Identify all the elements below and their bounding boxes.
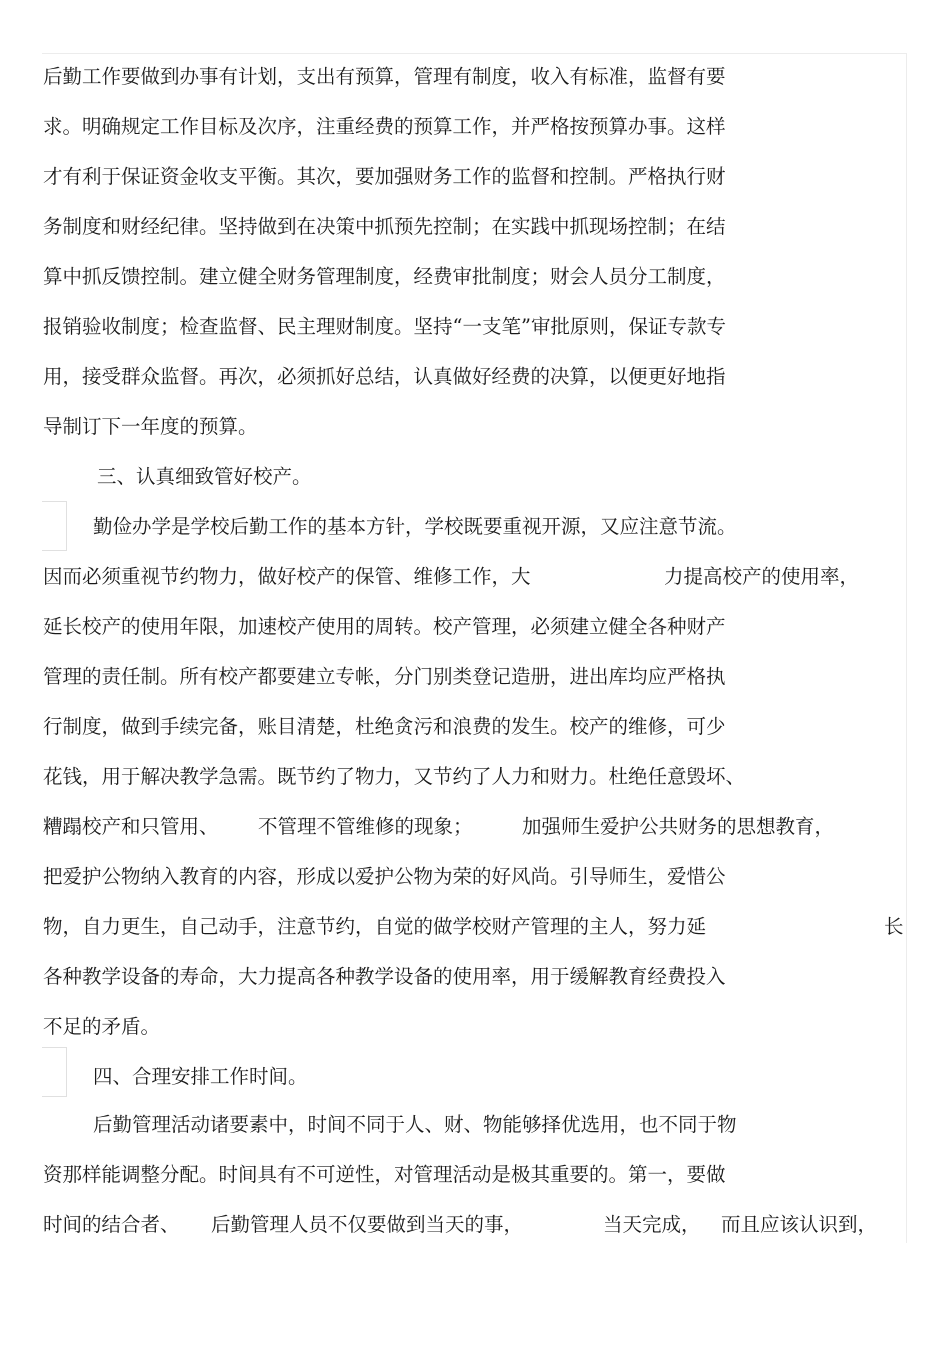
- text-line: 各种教学设备的寿命，大力提高各种教学设备的使用率，用于缓解教育经费投入: [43, 965, 726, 988]
- text-line: 导制订下一年度的预算。: [43, 415, 258, 438]
- text-line: 时间的结合者、: [43, 1213, 180, 1236]
- text-line-continued: 长: [884, 915, 904, 938]
- margin-bracket-1: [42, 501, 67, 551]
- page-border-top: [42, 53, 907, 54]
- text-line-continued: 当天完成，: [603, 1213, 701, 1236]
- text-line: 求。明确规定工作目标及次序，注重经费的预算工作，并严格按预算办事。这样: [43, 115, 726, 138]
- text-line: 不足的矛盾。: [43, 1015, 161, 1038]
- text-line: 把爱护公物纳入教育的内容，形成以爱护公物为荣的好风尚。引导师生，爱惜公: [43, 865, 726, 888]
- text-line-continued: 而且应该认识到，: [721, 1213, 878, 1236]
- text-line: 才有利于保证资金收支平衡。其次，要加强财务工作的监督和控制。严格执行财: [43, 165, 726, 188]
- text-line: 物，自力更生，自己动手，注意节约，自觉的做学校财产管理的主人，努力延: [43, 915, 707, 938]
- text-line: 资那样能调整分配。时间具有不可逆性，对管理活动是极其重要的。第一，要做: [43, 1163, 726, 1186]
- text-line-continued: 力提高校产的使用率，: [664, 565, 860, 588]
- text-line-continued: 后勤管理人员不仅要做到当天的事，: [211, 1213, 524, 1236]
- text-line: 管理的责任制。所有校产都要建立专帐，分门别类登记造册，进出库均应严格执: [43, 665, 726, 688]
- text-line: 行制度，做到手续完备，账目清楚，杜绝贪污和浪费的发生。校产的维修，可少: [43, 715, 726, 738]
- section-heading-4: 四、合理安排工作时间。: [93, 1065, 308, 1088]
- text-line: 勤俭办学是学校后勤工作的基本方针，学校既要重视开源，又应注意节流。: [93, 515, 737, 538]
- text-line: 后勤管理活动诸要素中，时间不同于人、财、物能够择优选用，也不同于物: [93, 1113, 737, 1136]
- text-line-continued: 加强师生爱护公共财务的思想教育，: [522, 815, 835, 838]
- section-heading-3: 三、认真细致管好校产。: [97, 465, 312, 488]
- text-line: 花钱，用于解决教学急需。既节约了物力，又节约了人力和财力。杜绝任意毁坏、: [43, 765, 746, 788]
- text-line: 后勤工作要做到办事有计划，支出有预算，管理有制度，收入有标准，监督有要: [43, 65, 726, 88]
- margin-bracket-2: [42, 1047, 67, 1097]
- text-line: 糟蹋校产和只管用、: [43, 815, 219, 838]
- text-line: 报销验收制度；检查监督、民主理财制度。坚持“一支笔”审批原则，保证专款专: [43, 315, 726, 338]
- text-line: 务制度和财经纪律。坚持做到在决策中抓预先控制；在实践中抓现场控制；在结: [43, 215, 726, 238]
- text-line-continued: 不管理不管维修的现象；: [258, 815, 473, 838]
- text-line: 用，接受群众监督。再次，必须抓好总结，认真做好经费的决算，以便更好地指: [43, 365, 726, 388]
- text-line: 算中抓反馈控制。建立健全财务管理制度，经费审批制度；财会人员分工制度，: [43, 265, 726, 288]
- text-line: 延长校产的使用年限，加速校产使用的周转。校产管理，必须建立健全各种财产: [43, 615, 726, 638]
- text-line: 因而必须重视节约物力，做好校产的保管、维修工作，大: [43, 565, 531, 588]
- page-border-right: [906, 53, 907, 1243]
